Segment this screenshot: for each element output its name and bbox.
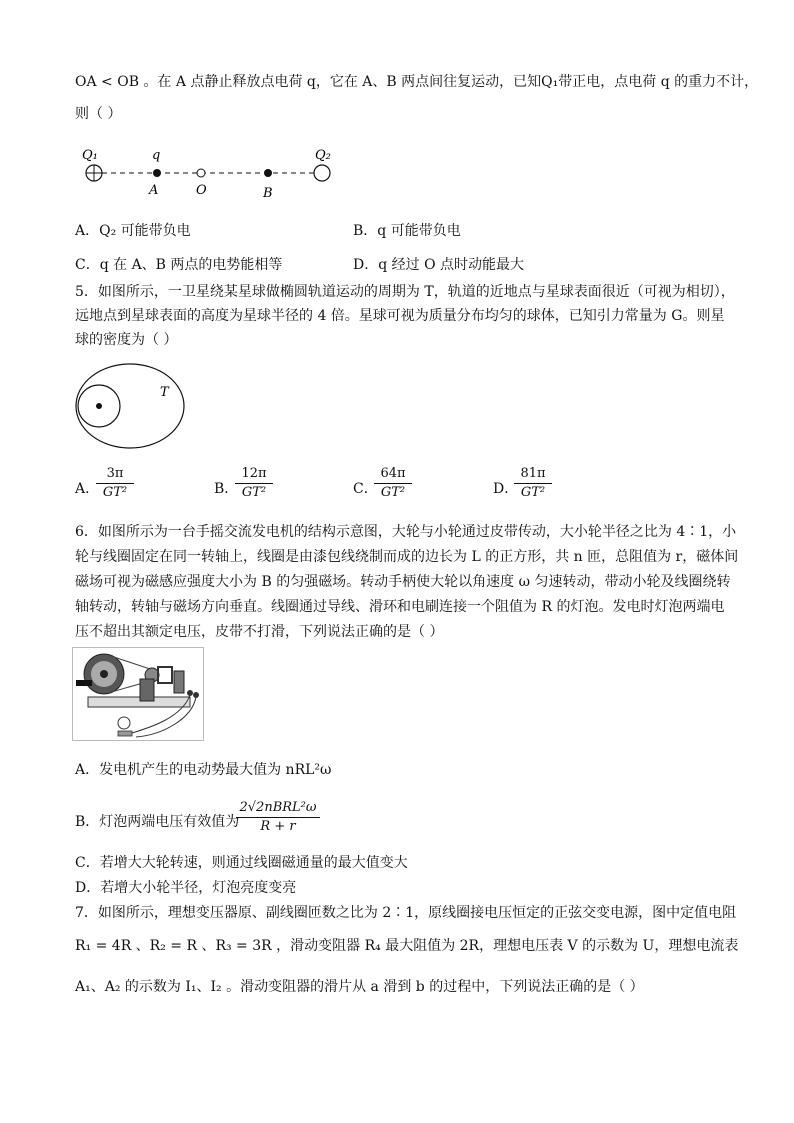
- q6-generator-figure: [72, 647, 204, 741]
- q5-option-b-num: 12π: [241, 466, 267, 481]
- q7-line1: 7．如图所示，理想变压器原、副线圈匝数之比为 2∶1，原线圈接电压恒定的正弦交变电源，图中定值电阻: [75, 905, 737, 921]
- q5-option-b-letter: B．: [214, 481, 239, 497]
- q6-line3: 磁场可视为磁感应强度大小为 B 的匀强磁场。转动手柄使大轮以角速度 ω 匀速转动，带动小轮及线圈绕转: [75, 574, 731, 590]
- label-t: T: [160, 385, 169, 400]
- q5-line1: 5．如图所示，一卫星绕某星球做椭圆轨道运动的周期为 T，轨道的近地点与星球表面很近（可视为相切），: [75, 284, 735, 300]
- q5-option-a-num: 3π: [106, 466, 124, 481]
- q7-line3: A₁、A₂ 的示数为 I₁、I₂ 。滑动变阻器的滑片从 a 滑到 b 的过程中，下列说法正确的是（ ）: [75, 979, 644, 995]
- q4-option-d: D．q 经过 O 点时动能最大: [353, 257, 525, 273]
- q6-option-b-fraction: [236, 800, 320, 835]
- q4-line2: 则（ ）: [75, 106, 122, 122]
- q7-line2: R₁ = 4R 、R₂ = R 、R₃ = 3R ，滑动变阻器 R₄ 最大阻值为 2R，理想电压表 V 的示数为 U，理想电流表: [75, 938, 739, 954]
- label-q: q: [152, 148, 161, 163]
- q5-option-c-den: GT²: [380, 485, 406, 500]
- q5-option-b-den: GT²: [241, 485, 267, 500]
- q6-option-d: D．若增大小轮半径，灯泡亮度变亮: [75, 880, 297, 896]
- q5-option-d-num: 81π: [520, 466, 546, 481]
- q6-line5: 压不超出其额定电压，皮带不打滑，下列说法正确的是（ ）: [75, 624, 444, 640]
- label-q1: Q₁: [82, 148, 98, 163]
- q5-option-d-fraction: [514, 466, 552, 501]
- q6-option-c: C．若增大大轮转速，则通过线圈磁通量的最大值变大: [75, 855, 408, 871]
- q4-charge-figure: [75, 140, 345, 204]
- q5-option-a-letter: A．: [75, 481, 100, 497]
- q4-option-a: A．Q₂ 可能带负电: [75, 223, 191, 239]
- q5-line2: 远地点到星球表面的高度为星球半径的 4 倍。星球可视为质量分布均匀的球体，已知引力常量为 G。则星: [75, 308, 725, 324]
- q4-option-b: B．q 可能带负电: [353, 223, 461, 239]
- q5-option-b-fraction: [235, 466, 273, 501]
- q5-option-a-fraction: [96, 466, 134, 501]
- q5-orbit-figure: [74, 362, 188, 452]
- q6-line1: 6．如图所示为一台手摇交流发电机的结构示意图，大轮与小轮通过皮带传动，大小轮半径之比为 4∶1，小: [75, 524, 737, 540]
- q5-option-c-num: 64π: [380, 466, 406, 481]
- q5-line3: 球的密度为（ ）: [75, 332, 178, 348]
- q6-option-b-den: R + r: [260, 819, 296, 834]
- q6-line2: 轮与线圈固定在同一转轴上，线圈是由漆包线绕制而成的边长为 L 的正方形，共 n 匝，总阻值为 r，磁体间: [75, 549, 739, 565]
- q4-option-c: C．q 在 A、B 两点的电势能相等: [75, 257, 283, 273]
- label-a: A: [149, 183, 159, 198]
- q5-option-d-den: GT²: [520, 485, 546, 500]
- label-b: B: [263, 186, 273, 201]
- q5-option-d-letter: D．: [493, 481, 519, 497]
- q5-option-c-fraction: [374, 466, 412, 501]
- q5-option-a-den: GT²: [102, 485, 128, 500]
- q6-option-b-prefix: B．灯泡两端电压有效值为: [75, 814, 240, 830]
- label-o: O: [196, 183, 207, 198]
- q6-option-a: A．发电机产生的电动势最大值为 nRL²ω: [75, 762, 332, 778]
- q6-line4: 轴转动，转轴与磁场方向垂直。线圈通过导线、滑环和电刷连接一个阻值为 R 的灯泡。发电时灯泡两端电: [75, 599, 725, 615]
- q6-option-b-num: 2√2nBRL²ω: [239, 800, 317, 815]
- q5-option-c-letter: C．: [353, 481, 378, 497]
- label-q2: Q₂: [315, 148, 331, 163]
- q4-line1: OA < OB 。在 A 点静止释放点电荷 q，它在 A、B 两点间往复运动，已知Q₁带正电，点电荷 q 的重力不计，: [75, 74, 759, 90]
